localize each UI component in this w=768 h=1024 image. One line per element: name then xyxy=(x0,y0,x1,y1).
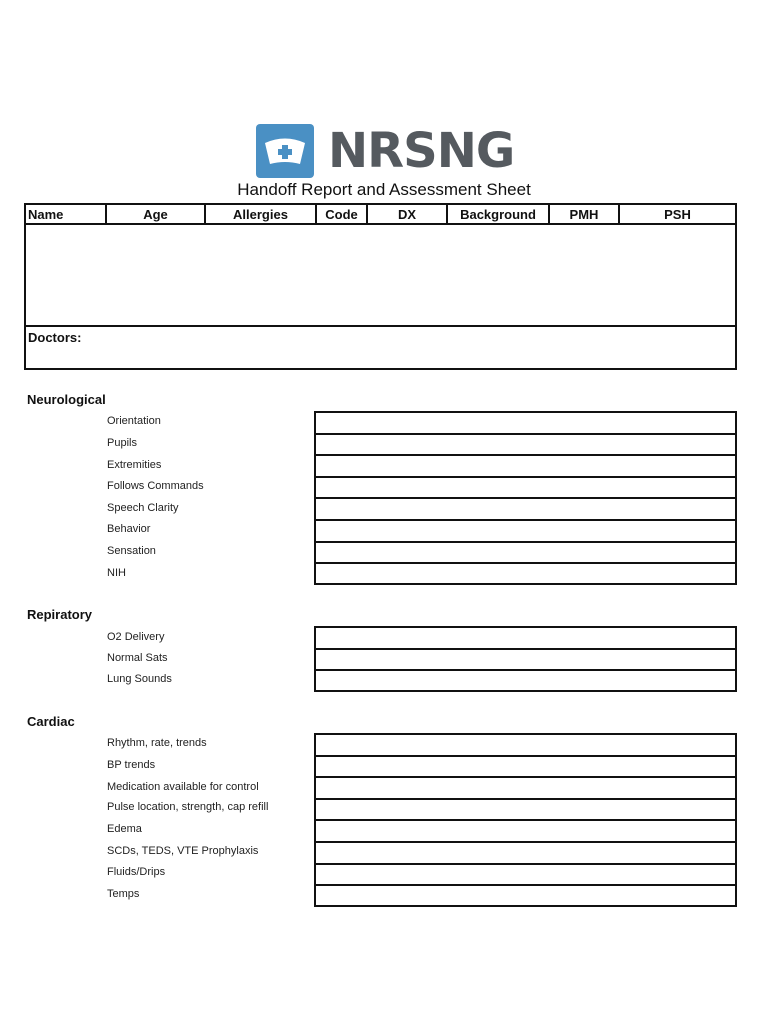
entry-box-orientation[interactable] xyxy=(316,413,735,435)
column-header-background: Background xyxy=(448,205,550,223)
patient-info-header-row xyxy=(26,205,735,225)
respiratory-entry-boxes xyxy=(314,626,737,692)
row-label-rhythm-rate-trends: Rhythm, rate, trends xyxy=(107,737,207,749)
entry-box-bp-trends[interactable] xyxy=(316,757,735,779)
entry-box-scds-teds-vte[interactable] xyxy=(316,843,735,865)
entry-box-o2-delivery[interactable] xyxy=(316,628,735,650)
row-label-sensation: Sensation xyxy=(107,545,156,557)
patient-info-entry-area[interactable] xyxy=(26,225,735,327)
section-title-repiratory: Repiratory xyxy=(27,607,93,622)
column-header-pmh: PMH xyxy=(550,205,620,223)
entry-box-sensation[interactable] xyxy=(316,543,735,565)
row-label-speech-clarity: Speech Clarity xyxy=(107,502,179,514)
entry-box-rhythm-rate-trends[interactable] xyxy=(316,735,735,757)
row-label-lung-sounds: Lung Sounds xyxy=(107,673,172,685)
entry-box-pupils[interactable] xyxy=(316,435,735,457)
nrsng-logo xyxy=(256,124,514,178)
nurse-cap-icon xyxy=(256,124,314,178)
row-label-behavior: Behavior xyxy=(107,523,151,535)
page-title: Handoff Report and Assessment Sheet xyxy=(237,180,531,199)
row-label-nih: NIH xyxy=(107,567,126,579)
column-header-name: Name xyxy=(26,205,107,223)
entry-box-follows-commands[interactable] xyxy=(316,478,735,500)
row-label-temps: Temps xyxy=(107,888,140,900)
entry-box-temps[interactable] xyxy=(316,886,735,908)
row-label-normal-sats: Normal Sats xyxy=(107,652,168,664)
entry-box-edema[interactable] xyxy=(316,821,735,843)
neurological-entry-boxes xyxy=(314,411,737,585)
section-title-cardiac: Cardiac xyxy=(27,714,75,729)
row-label-orientation: Orientation xyxy=(107,415,161,427)
entry-box-medication-available[interactable] xyxy=(316,778,735,800)
row-label-pulse-location: Pulse location, strength, cap refill xyxy=(107,801,269,813)
row-label-follows-commands: Follows Commands xyxy=(107,480,204,492)
column-header-dx: DX xyxy=(368,205,448,223)
row-label-medication-available: Medication available for control xyxy=(107,781,259,793)
entry-box-extremities[interactable] xyxy=(316,456,735,478)
column-header-allergies: Allergies xyxy=(206,205,317,223)
doctors-label: Doctors: xyxy=(28,330,82,345)
column-header-psh: PSH xyxy=(664,207,691,222)
entry-box-normal-sats[interactable] xyxy=(316,650,735,672)
section-title-neurological: Neurological xyxy=(27,392,106,407)
entry-box-nih[interactable] xyxy=(316,564,735,586)
patient-info-table xyxy=(24,203,737,370)
row-label-scds-teds-vte: SCDs, TEDS, VTE Prophylaxis xyxy=(107,845,259,857)
row-label-edema: Edema xyxy=(107,823,142,835)
entry-box-speech-clarity[interactable] xyxy=(316,499,735,521)
entry-box-behavior[interactable] xyxy=(316,521,735,543)
entry-box-fluids-drips[interactable] xyxy=(316,865,735,887)
row-label-o2-delivery: O2 Delivery xyxy=(107,631,165,643)
row-label-bp-trends: BP trends xyxy=(107,759,156,771)
entry-box-lung-sounds[interactable] xyxy=(316,671,735,693)
column-header-code: Code xyxy=(317,205,368,223)
row-label-fluids-drips: Fluids/Drips xyxy=(107,866,166,878)
row-label-extremities: Extremities xyxy=(107,459,162,471)
column-header-age: Age xyxy=(107,205,206,223)
row-label-pupils: Pupils xyxy=(107,437,137,449)
logo-wordmark: NRSNG xyxy=(328,123,515,179)
cardiac-entry-boxes xyxy=(314,733,737,907)
entry-box-pulse-location[interactable] xyxy=(316,800,735,822)
